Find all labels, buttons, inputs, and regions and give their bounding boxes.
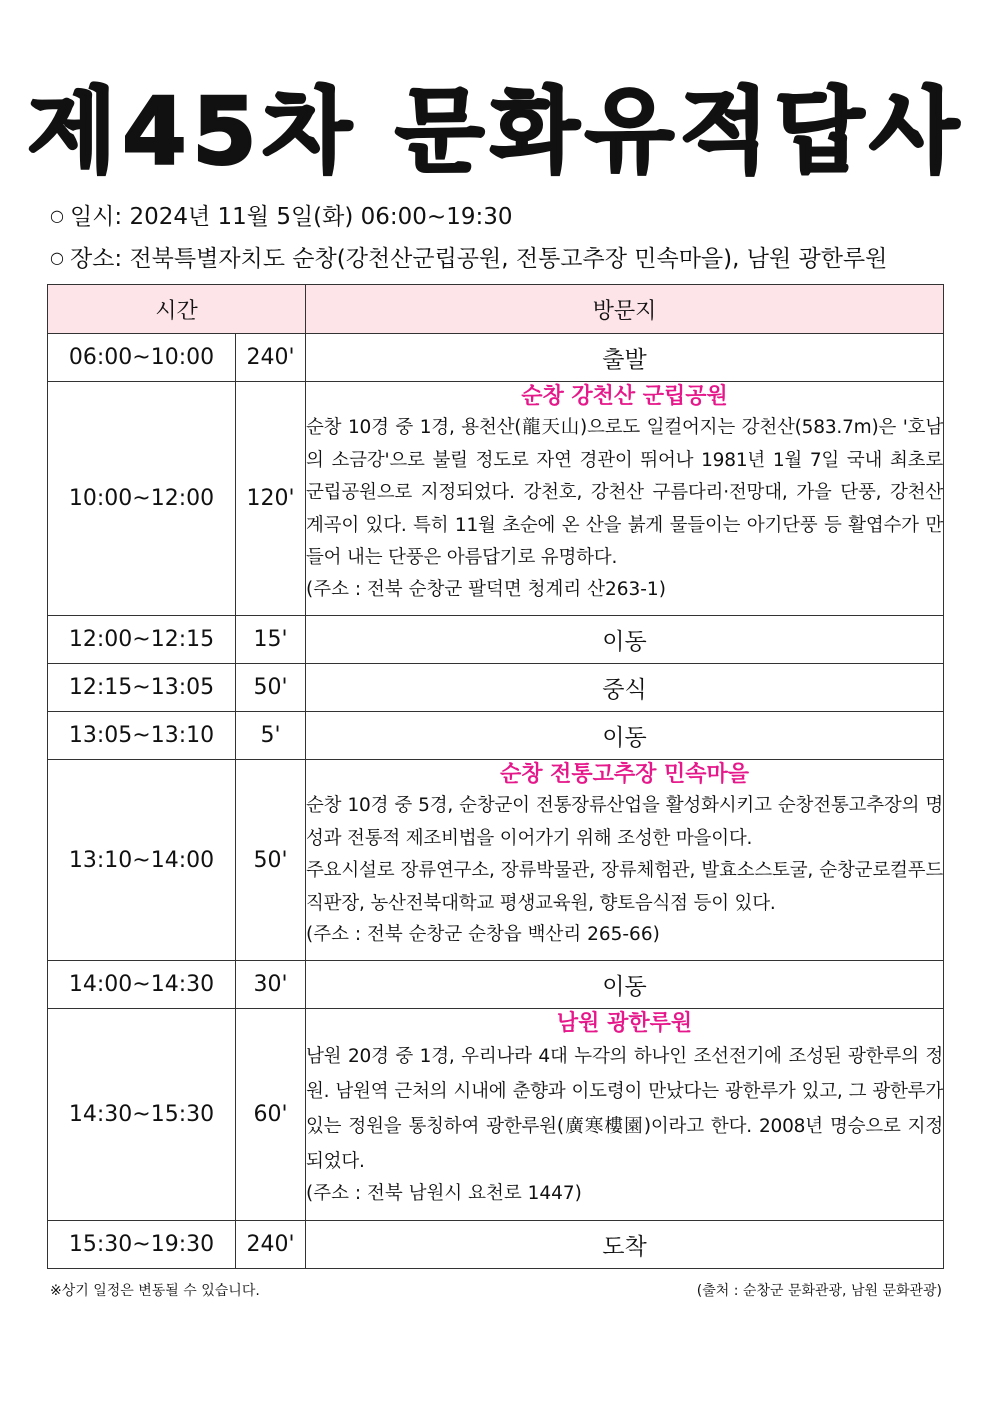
row-duration: 120'	[236, 382, 306, 616]
row-time: 13:05~13:10	[48, 712, 236, 760]
row-time: 14:30~15:30	[48, 1009, 236, 1221]
row-place: 이동	[306, 712, 944, 760]
site-address: (주소 : 전북 순창군 순창읍 백산리 265-66)	[306, 924, 660, 945]
row-duration: 15'	[236, 616, 306, 664]
row-time: 13:10~14:00	[48, 760, 236, 961]
table-row	[48, 664, 944, 712]
place-value: 전북특별자치도 순창(강천산군립공원, 전통고추장 민속마을), 남원 광한루원	[129, 246, 888, 272]
site-text: 남원 20경 중 1경, 우리나라 4대 누각의 하나인 조선전기에 조성된 광한루의 정원. 남원역 근처의 시내에 춘향과 이도령이 만났다는 광한루가 있고, 그 광한루가 있는 정원을 통칭하여 광한루원(廣寒樓園)이라고 한다. 2008년 명승으로 지정되었다.	[306, 1046, 944, 1172]
page-title: 제45차 문화유적답사	[27, 78, 965, 185]
row-time: 06:00~10:00	[48, 334, 236, 382]
schedule-note: ※상기 일정은 변동될 수 있습니다.	[50, 1283, 260, 1299]
row-place: 도착	[306, 1221, 944, 1269]
site-text: 순창 10경 중 1경, 용천산(龍天山)으로도 일컬어지는 강천산(583.7m)은 '호남의 소금강'으로 불릴 정도로 자연 경관이 뛰어나 1981년 1월 7일 국내 최초로 군립공원으로 지정되었다. 강천호, 강천산 구름다리·전망대, 가을 단풍, 강천산 계곡이 있다. 특히 11월 초순에 온 산을 붉게 물들이는 아기단풍 등 활엽수가 만들어 내는 단풍은 아름답기로 유명하다.	[306, 417, 944, 568]
row-time: 10:00~12:00	[48, 382, 236, 616]
table-row	[48, 1009, 944, 1221]
row-time: 14:00~14:30	[48, 961, 236, 1009]
table-row	[48, 712, 944, 760]
row-time: 12:00~12:15	[48, 616, 236, 664]
row-place: 중식	[306, 664, 944, 712]
site-address: (주소 : 전북 순창군 팔덕면 청계리 산263-1)	[306, 578, 666, 600]
datetime-value: 2024년 11월 5일(화) 06:00~19:30	[129, 204, 513, 230]
source-note: (출처 : 순창군 문화관광, 남원 문화관광)	[696, 1283, 942, 1299]
header-time: 시간	[48, 285, 306, 334]
row-duration: 5'	[236, 712, 306, 760]
row-description	[306, 760, 944, 961]
row-place: 이동	[306, 616, 944, 664]
row-duration: 50'	[236, 664, 306, 712]
table-row	[48, 616, 944, 664]
row-duration: 50'	[236, 760, 306, 961]
row-duration: 240'	[236, 334, 306, 382]
row-place: 이동	[306, 961, 944, 1009]
table-row	[48, 760, 944, 961]
row-description	[306, 1009, 944, 1221]
schedule-table	[47, 284, 944, 1269]
table-row	[48, 382, 944, 616]
row-duration: 240'	[236, 1221, 306, 1269]
row-duration: 60'	[236, 1009, 306, 1221]
info-datetime	[50, 200, 513, 233]
site-title: 순창 강천산 군립공원	[521, 384, 728, 409]
site-text-2: 주요시설로 장류연구소, 장류박물관, 장류체험관, 발효소스토굴, 순창군로컬푸드직판장, 농산전북대학교 평생교육원, 향토음식점 등이 있다.	[306, 860, 944, 914]
table-row	[48, 961, 944, 1009]
site-title: 남원 광한루원	[556, 1011, 693, 1036]
table-row	[48, 334, 944, 382]
site-title: 순창 전통고추장 민속마을	[499, 762, 750, 787]
bullet-icon: ○	[50, 248, 64, 267]
row-time: 12:15~13:05	[48, 664, 236, 712]
datetime-label: 일시:	[69, 204, 123, 230]
row-place: 출발	[306, 334, 944, 382]
row-duration: 30'	[236, 961, 306, 1009]
bullet-icon: ○	[50, 206, 64, 225]
header-place: 방문지	[306, 285, 944, 334]
site-text: 순창 10경 중 5경, 순창군이 전통장류산업을 활성화시키고 순창전통고추장의 명성과 전통적 제조비법을 이어가기 위해 조성한 마을이다.	[306, 795, 944, 849]
table-row	[48, 1221, 944, 1269]
row-description	[306, 382, 944, 616]
row-time: 15:30~19:30	[48, 1221, 236, 1269]
place-label: 장소:	[69, 246, 123, 272]
site-address: (주소 : 전북 남원시 요천로 1447)	[306, 1183, 582, 1204]
info-place	[50, 242, 887, 275]
